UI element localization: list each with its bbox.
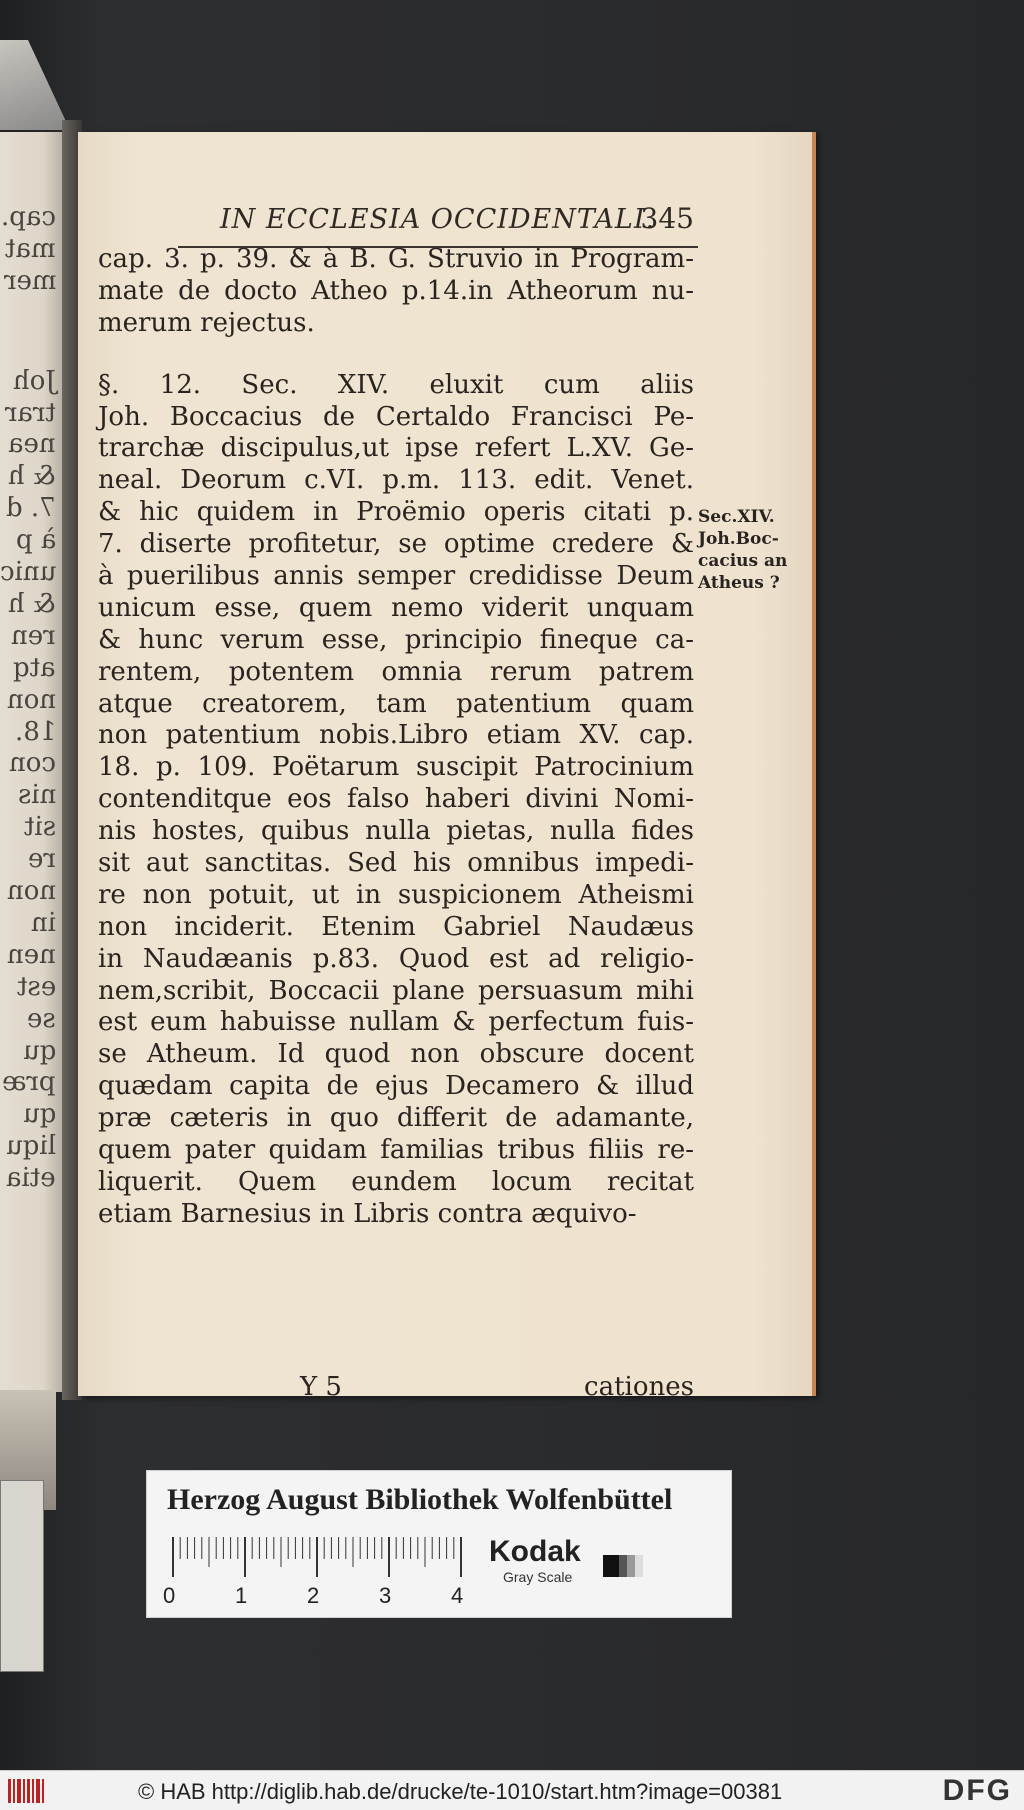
text-line: non inciderit. Etenim Gabriel Naudæus — [98, 911, 694, 942]
left-page-fragment: liqu — [5, 1131, 56, 1162]
text-line: & hunc verum esse, principio fineque ca- — [98, 624, 694, 655]
left-page-fragment: sit — [23, 812, 56, 843]
catch-line — [98, 1372, 694, 1402]
text-line: trarchæ discipulus,ut ipse refert L.XV. Ge- — [98, 433, 694, 464]
left-facing-page — [0, 132, 62, 1392]
left-page-fragment: atq — [13, 652, 56, 683]
text-line: præ cæteris in quo differit de adamante, — [98, 1103, 694, 1134]
text-line: rentem, potentem omnia rerum patrem — [98, 656, 694, 687]
text-line: Joh. Boccacius de Certaldo Francisci Pe- — [98, 401, 694, 432]
text-line: neal. Deorum c.VI. p.m. 113. edit. Venet. — [98, 465, 694, 496]
text-line: etiam Barnesius in Libris contra æquivo- — [98, 1198, 637, 1229]
left-page-fragment: ren — [11, 620, 56, 651]
source-link[interactable]: © HAB http://diglib.hab.de/drucke/te-1010/start.htm?image=00381 — [138, 1779, 783, 1804]
left-page-fragment: 7. d — [6, 493, 56, 524]
calibration-card — [146, 1470, 732, 1618]
margin-note-line: Joh.Boc- — [698, 529, 779, 549]
text-line: atque creatorem, tam patentium quam — [98, 688, 694, 719]
text-line: in Naudæanis p.83. Quod est ad religio- — [98, 943, 694, 974]
ruler-number: 2 — [307, 1583, 320, 1608]
left-page-fragment: con — [9, 748, 56, 779]
text-line: 7. diserte profitetur, se optime credere & — [98, 529, 694, 560]
text-line: mate de docto Atheo p.14.in Atheorum nu- — [98, 275, 694, 306]
signature-mark: Y 5 — [300, 1372, 342, 1402]
gray-scale-label: Gray Scale — [503, 1569, 573, 1585]
library-name: Herzog August Bibliothek Wolfenbüttel — [167, 1483, 673, 1516]
text-line: unicum esse, quem nemo viderit unquam — [98, 592, 694, 623]
text-line: contenditque eos falso haberi divini Nomi- — [98, 784, 694, 815]
ruler-number: 1 — [235, 1583, 248, 1608]
left-page-fragment: mat — [5, 233, 56, 264]
left-page-fragment: Joh — [13, 365, 56, 396]
text-line: liquerit. Quem eundem locum recitat — [98, 1166, 694, 1197]
text-line: nis hostes, quibus nulla pietas, nulla fides — [98, 816, 694, 847]
ruler-number: 3 — [379, 1583, 392, 1608]
left-page-fragment: cap. — [1, 202, 56, 232]
text-line: & hic quidem in Proëmio operis citati p. — [98, 497, 694, 528]
kodak-logo: Kodak — [489, 1535, 581, 1568]
left-page-fragment: trar — [5, 397, 56, 428]
left-page-fragment: etia — [6, 1163, 56, 1194]
text-line: cap. 3. p. 39. & à B. G. Struvio in Program- — [98, 244, 694, 274]
left-page-fragment: nen — [7, 939, 56, 970]
barcode-icon — [8, 1779, 48, 1803]
book-page — [78, 132, 812, 1402]
left-page-fragment: præ — [2, 1067, 56, 1098]
ruler-number: 0 — [163, 1583, 176, 1608]
text-line: nem,scribit, Boccacii plane persuasum mihi — [98, 975, 694, 1006]
paragraph-gap — [98, 340, 694, 370]
left-side-label — [0, 1480, 44, 1672]
text-line: §. 12. Sec. XIV. eluxit cum aliis — [98, 369, 694, 400]
catchword: cationes — [584, 1372, 694, 1402]
left-page-fragment: à p — [15, 525, 56, 556]
left-page-fragment: unic — [0, 557, 56, 587]
left-page-fragment: nis — [17, 780, 56, 811]
text-line: re non potuit, ut in suspicionem Atheismi — [98, 879, 694, 910]
text-line: à puerilibus annis semper credidisse Deum — [98, 561, 694, 592]
page-number: 345 — [640, 202, 694, 235]
left-page-fragment: re — [28, 844, 56, 875]
left-page-fragment: & h — [7, 461, 56, 492]
running-head — [178, 202, 698, 248]
left-page-fragment: qu — [22, 1099, 56, 1130]
text-line: quædam capita de ejus Decamero & illud — [98, 1071, 694, 1102]
left-page-fragment: se — [27, 1003, 56, 1034]
text-line: merum rejectus. — [98, 307, 315, 338]
left-page-fragment: qu — [22, 1035, 56, 1066]
left-page-fragment: nea — [8, 429, 56, 460]
left-page-fragment: non — [6, 684, 56, 715]
margin-note-line: Sec.XIV. — [698, 507, 775, 527]
text-line: 18. p. 109. Poëtarum suscipit Patrocinium — [98, 752, 694, 783]
ruler-number: 4 — [451, 1583, 464, 1608]
left-page-fragment: non — [6, 876, 56, 906]
text-line: quem pater quidam familias tribus filiis re- — [98, 1135, 694, 1166]
margin-note-line: cacius an — [698, 551, 788, 571]
text-line: est eum habuisse nullam & perfectum fuis- — [98, 1007, 694, 1038]
margin-note-line: Atheus ? — [698, 573, 780, 593]
left-page-fragment: mer — [3, 265, 56, 296]
left-page-fragment: 18. — [14, 716, 56, 747]
running-title: IN ECCLESIA OCCIDENTALI. — [220, 204, 656, 235]
gray-scale-chip — [603, 1555, 643, 1577]
margin-note — [698, 506, 810, 594]
footer-bar — [0, 1770, 1024, 1810]
ruler-scale — [169, 1537, 469, 1577]
left-page-fragment: in — [30, 907, 56, 938]
left-page-fragment: est — [16, 971, 56, 1002]
left-page-fragment: & h — [7, 588, 56, 619]
dfg-logo: DFG — [942, 1774, 1012, 1807]
body-text — [98, 244, 694, 1231]
text-line: sit aut sanctitas. Sed his omnibus impedi- — [98, 848, 694, 879]
text-line: se Atheum. Id quod non obscure docent — [98, 1039, 694, 1070]
text-line: non patentium nobis.Libro etiam XV. cap. — [98, 720, 694, 751]
